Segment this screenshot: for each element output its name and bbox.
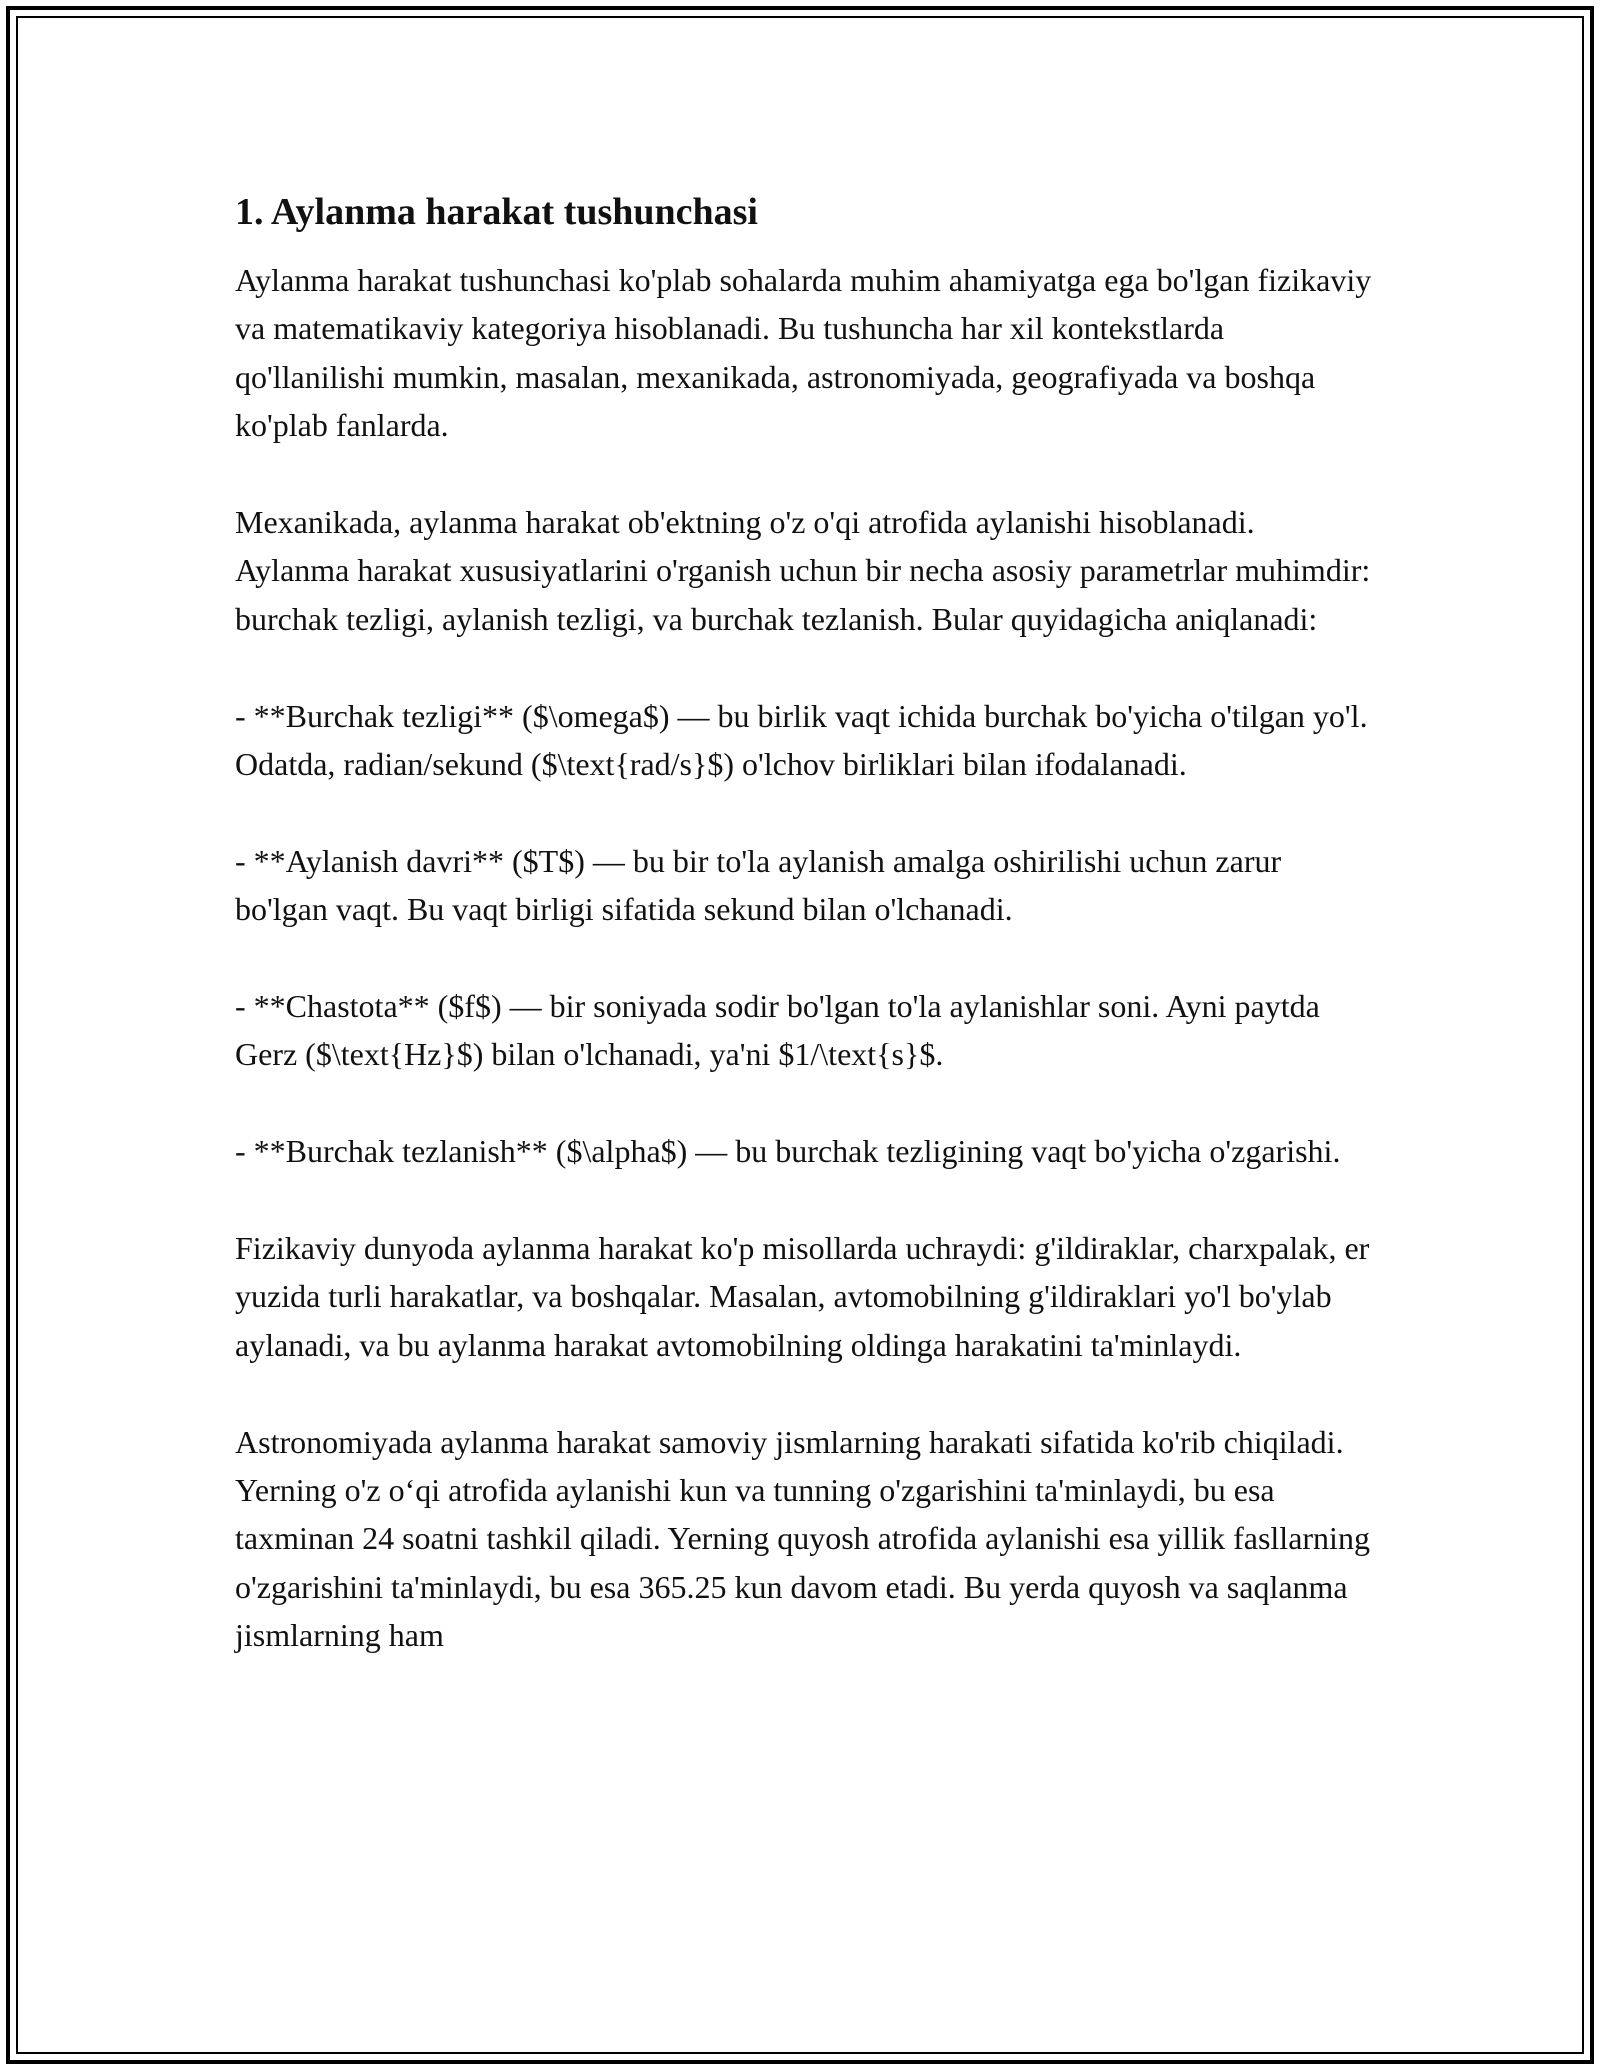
paragraph-intro: Aylanma harakat tushunchasi ko'plab sohalarda muhim ahamiyatga ega bo'lgan fizikaviy va matematikaviy kategoriya hisoblanadi. Bu tushuncha har xil kontekstlarda qo'llanilishi mumkin, masalan, mexanikada, astronomiyada, geografiyada va boshqa ko'plab fanlarda. bbox=[235, 262, 1372, 444]
paragraph-physical-examples: Fizikaviy dunyoda aylanma harakat ko'p misollarda uchraydi: g'ildiraklar, charxpalak, er yuzida turli harakatlar, va boshqalar. Masalan, avtomobilning g'ildiraklari yo'l bo'ylab aylanadi, va bu aylanma harakat avtomobilning oldinga harakatini ta'minlaydi. bbox=[235, 1230, 1370, 1363]
paragraph-mechanics: Mexanikada, aylanma harakat ob'ektning o'z o'qi atrofida aylanishi hisoblanadi. Aylanma harakat xususiyatlarini o'rganish uchun bir necha asosiy parametrlar muhimdir: burchak tezligi, aylanish tezligi, va burchak tezlanish. Bular quyidagicha aniqlanadi: bbox=[235, 504, 1371, 637]
paragraph-astronomy: Astronomiyada aylanma harakat samoviy jismlarning harakati sifatida ko'rib chiqiladi. Yerning o'z o‘qi atrofida aylanishi kun va tunning o'zgarishini ta'minlaydi, bu esa taxminan 24 soatni tashkil qiladi. Yerning quyosh atrofida aylanishi esa yillik fasllarning o'zgarishini ta'minlaydi, bu esa 365.25 kun davom etadi. Bu yerda quyosh va saqlanma jismlarning ham bbox=[235, 1423, 1370, 1654]
paragraph-rotation-period: - **Aylanish davri** ($T$) — bu bir to'la aylanish amalga oshirilishi uchun zarur bo'lgan vaqt. Bu vaqt birligi sifatida sekund bilan o'lchanadi. bbox=[235, 842, 1282, 928]
section-heading: 1. Aylanma harakat tushunchasi bbox=[235, 191, 758, 233]
document-body bbox=[235, 188, 1375, 1708]
paragraph-angular-velocity: - **Burchak tezligi** ($\omega$) — bu birlik vaqt ichida burchak bo'yicha o'tilgan yo'l. Odatda, radian/sekund ($\text{rad/s}$) o'lchov birliklari bilan ifodalanadi. bbox=[235, 697, 1368, 783]
paragraph-frequency: - **Chastota** ($f$) — bir soniyada sodir bo'lgan to'la aylanishlar soni. Ayni paytda Gerz ($\text{Hz}$) bilan o'lchanadi, ya'ni $1/\text{s}$. bbox=[235, 988, 1320, 1073]
paragraph-angular-acceleration: - **Burchak tezlanish** ($\alpha$) — bu burchak tezligining vaqt bo'yicha o'zgarishi. bbox=[235, 1133, 1341, 1170]
